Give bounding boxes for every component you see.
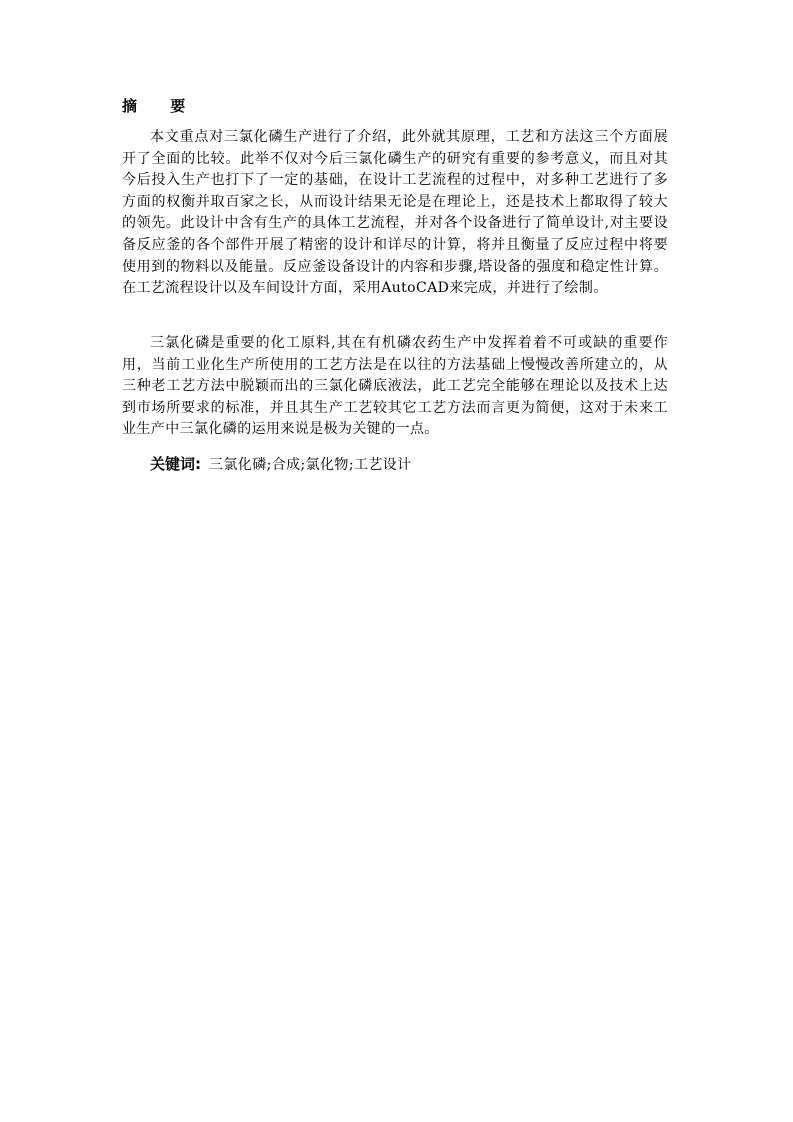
abstract-heading: 摘 要: [122, 97, 200, 115]
keywords-label: 关键词:: [150, 455, 201, 473]
abstract-paragraph-1: 本文重点对三氯化磷生产进行了介绍，此外就其原理，工艺和方法这三个方面展开了全面的比较。此举不仅对今后三氯化磷生产的研究有重要的参考意义，而且对其今后投入生产也打下了一定的基础，在设计工艺流程的过程中，对多种工艺进行了多方面的权衡并取百家之长，从而设计结果无论是在理论上，还是技术上都取得了较大的领先。此设计中含有生产的具体工艺流程，并对各个设备进行了简单设计,对主要设备反应釜的各个部件开展了精密的设计和详尽的计算，将并且衡量了反应过程中将要使用到的物料以及能量。反应釜设备设计的内容和步骤,塔设备的强度和稳定性计算。在工艺流程设计以及车间设计方面，采用AutoCAD来完成，并进行了绘制。: [122, 129, 668, 297]
keywords-value: 三氯化磷;合成;氯化物;工艺设计: [209, 457, 412, 473]
abstract-paragraph-2: 三氯化磷是重要的化工原料,其在有机磷农药生产中发挥着着不可或缺的重要作用，当前工业化生产所使用的工艺方法是在以往的方法基础上慢慢改善所建立的，从三种老工艺方法中脱颖而出的三氯化磷底液法，此工艺完全能够在理论以及技术上达到市场所要求的标准，并且其生产工艺较其它工艺方法而言更为简便，这对于未来工业生产中三氯化磷的运用来说是极为关键的一点。: [122, 335, 668, 438]
keywords-line: [150, 454, 412, 475]
